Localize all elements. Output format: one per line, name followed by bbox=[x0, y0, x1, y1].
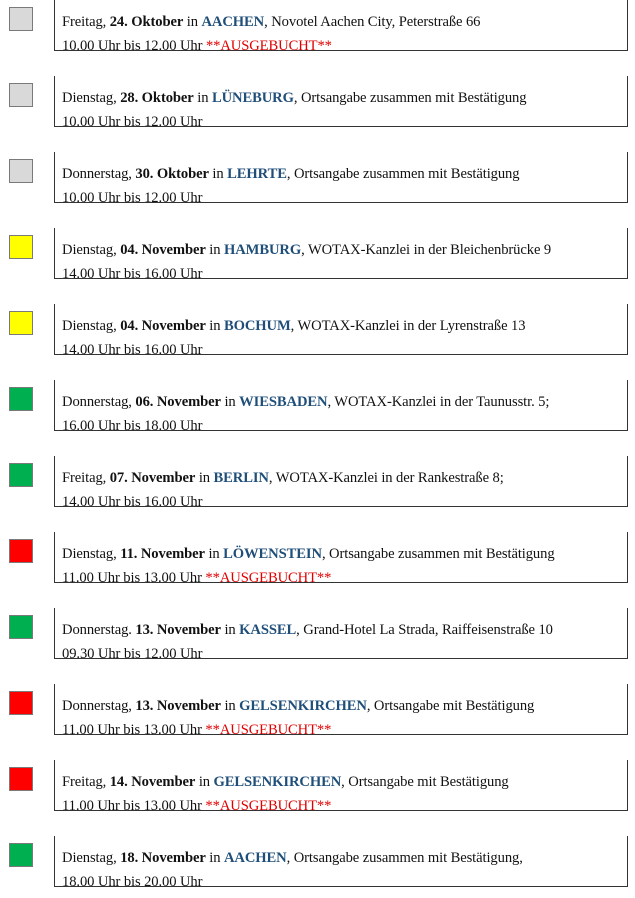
event-time: 14.00 Uhr bis 16.00 Uhr bbox=[62, 342, 203, 358]
event-city: BERLIN bbox=[213, 470, 269, 486]
event-box bbox=[54, 304, 628, 358]
event-date: 30. Oktober bbox=[135, 166, 209, 182]
event-weekday: Donnerstag, bbox=[62, 166, 136, 182]
event-time: 11.00 Uhr bis 13.00 Uhr bbox=[62, 570, 202, 586]
event-timeline bbox=[62, 342, 202, 359]
event-headline bbox=[62, 318, 525, 335]
booked-badge: **AUSGEBUCHT** bbox=[205, 722, 332, 738]
event-city: WIESBADEN bbox=[239, 394, 328, 410]
event-time: 10.00 Uhr bis 12.00 Uhr bbox=[62, 114, 203, 130]
event-headline bbox=[62, 394, 549, 411]
event-date: 04. November bbox=[120, 242, 206, 258]
status-marker bbox=[9, 539, 33, 563]
event-weekday: Donnerstag, bbox=[62, 394, 136, 410]
event-in: in bbox=[195, 470, 214, 486]
status-marker bbox=[9, 767, 33, 791]
event-headline bbox=[62, 850, 523, 867]
event-box bbox=[54, 152, 628, 206]
event-weekday: Dienstag, bbox=[62, 242, 121, 258]
booked-badge: **AUSGEBUCHT** bbox=[205, 38, 332, 54]
event-time: 10.00 Uhr bis 12.00 Uhr bbox=[62, 190, 203, 206]
event-weekday: Freitag, bbox=[62, 774, 110, 790]
event-box bbox=[54, 228, 628, 282]
event-in: in bbox=[204, 546, 224, 562]
event-location: , Ortsangabe zusammen mit Bestätigung bbox=[293, 90, 527, 106]
event-in: in bbox=[220, 622, 240, 638]
event-in: in bbox=[205, 242, 224, 258]
event-box bbox=[54, 684, 628, 738]
event-time: 09.30 Uhr bis 12.00 Uhr bbox=[62, 646, 203, 662]
event-date: 13. November bbox=[135, 698, 221, 714]
event-city: LÖWENSTEIN bbox=[223, 546, 322, 562]
event-city: HAMBURG bbox=[223, 242, 302, 258]
event-headline bbox=[62, 166, 519, 183]
event-city: AACHEN bbox=[201, 14, 265, 30]
event-row bbox=[0, 76, 635, 138]
event-location: , Ortsangabe zusammen mit Bestätigung bbox=[321, 546, 555, 562]
event-row bbox=[0, 532, 635, 594]
event-location: , WOTAX-Kanzlei in der Bleichenbrücke 9 bbox=[301, 242, 552, 258]
event-location: , WOTAX-Kanzlei in der Lyrenstraße 13 bbox=[290, 318, 526, 334]
event-date: 18. November bbox=[120, 850, 206, 866]
event-date: 06. November bbox=[135, 394, 221, 410]
event-row bbox=[0, 304, 635, 366]
event-timeline bbox=[62, 38, 332, 55]
event-box bbox=[54, 456, 628, 510]
event-weekday: Donnerstag. bbox=[62, 622, 136, 638]
event-timeline bbox=[62, 114, 202, 131]
event-date: 07. November bbox=[109, 470, 196, 486]
event-timeline bbox=[62, 646, 202, 663]
event-in: in bbox=[205, 318, 224, 334]
event-timeline bbox=[62, 570, 331, 587]
event-weekday: Donnerstag, bbox=[62, 698, 136, 714]
event-timeline bbox=[62, 722, 331, 739]
event-in: in bbox=[208, 166, 228, 182]
event-row bbox=[0, 836, 635, 898]
event-city: LÜNEBURG bbox=[211, 90, 294, 106]
event-weekday: Dienstag, bbox=[62, 90, 121, 106]
event-date: 28. Oktober bbox=[120, 90, 194, 106]
event-location: , WOTAX-Kanzlei in der Taunusstr. 5; bbox=[327, 394, 550, 410]
event-in: in bbox=[220, 698, 240, 714]
event-box bbox=[54, 608, 628, 662]
event-date: 04. November bbox=[120, 318, 206, 334]
event-box bbox=[54, 76, 628, 130]
event-headline bbox=[62, 622, 553, 639]
booked-badge: **AUSGEBUCHT** bbox=[205, 570, 332, 586]
event-weekday: Freitag, bbox=[62, 470, 110, 486]
event-row bbox=[0, 228, 635, 290]
event-location: , Ortsangabe zusammen mit Bestätigung, bbox=[286, 850, 523, 866]
event-city: AACHEN bbox=[223, 850, 287, 866]
status-marker bbox=[9, 843, 33, 867]
status-marker bbox=[9, 83, 33, 107]
event-timeline bbox=[62, 190, 202, 207]
booked-badge: **AUSGEBUCHT** bbox=[205, 798, 332, 814]
event-weekday: Dienstag, bbox=[62, 318, 121, 334]
event-in: in bbox=[195, 774, 214, 790]
event-date: 14. November bbox=[109, 774, 196, 790]
event-headline bbox=[62, 242, 551, 259]
event-headline bbox=[62, 470, 504, 487]
event-row bbox=[0, 760, 635, 822]
event-box bbox=[54, 760, 628, 814]
event-location: , Ortsangabe zusammen mit Bestätigung bbox=[286, 166, 520, 182]
status-marker bbox=[9, 311, 33, 335]
event-weekday: Dienstag, bbox=[62, 546, 121, 562]
event-box bbox=[54, 0, 628, 54]
event-time: 10.00 Uhr bis 12.00 Uhr bbox=[62, 38, 203, 54]
event-row bbox=[0, 608, 635, 670]
event-timeline bbox=[62, 494, 202, 511]
status-marker bbox=[9, 235, 33, 259]
event-in: in bbox=[183, 14, 202, 30]
event-time: 16.00 Uhr bis 18.00 Uhr bbox=[62, 418, 203, 434]
event-timeline bbox=[62, 266, 202, 283]
status-marker bbox=[9, 387, 33, 411]
event-row bbox=[0, 0, 635, 62]
event-location: , Novotel Aachen City, Peterstraße 66 bbox=[264, 14, 481, 30]
event-time: 14.00 Uhr bis 16.00 Uhr bbox=[62, 494, 203, 510]
event-location: , Ortsangabe mit Bestätigung bbox=[341, 774, 509, 790]
event-row bbox=[0, 456, 635, 518]
event-weekday: Freitag, bbox=[62, 14, 110, 30]
event-city: GELSENKIRCHEN bbox=[213, 774, 342, 790]
event-location: , Ortsangabe mit Bestätigung bbox=[366, 698, 535, 714]
event-city: KASSEL bbox=[239, 622, 297, 638]
event-headline bbox=[62, 774, 509, 791]
event-timeline bbox=[62, 798, 331, 815]
event-time: 18.00 Uhr bis 20.00 Uhr bbox=[62, 874, 203, 890]
event-date: 11. November bbox=[120, 546, 205, 562]
event-time: 11.00 Uhr bis 13.00 Uhr bbox=[62, 798, 202, 814]
event-headline bbox=[62, 90, 526, 107]
event-box bbox=[54, 532, 628, 586]
event-location: , WOTAX-Kanzlei in der Rankestraße 8; bbox=[268, 470, 504, 486]
status-marker bbox=[9, 159, 33, 183]
event-date: 13. November bbox=[135, 622, 221, 638]
status-marker bbox=[9, 463, 33, 487]
event-city: GELSENKIRCHEN bbox=[239, 698, 367, 714]
event-date: 24. Oktober bbox=[109, 14, 184, 30]
event-time: 11.00 Uhr bis 13.00 Uhr bbox=[62, 722, 202, 738]
event-timeline bbox=[62, 874, 202, 891]
status-marker bbox=[9, 7, 33, 31]
event-headline bbox=[62, 698, 534, 715]
event-city: LEHRTE bbox=[227, 166, 287, 182]
event-row bbox=[0, 152, 635, 214]
event-in: in bbox=[205, 850, 224, 866]
event-timeline bbox=[62, 418, 202, 435]
status-marker bbox=[9, 691, 33, 715]
status-marker bbox=[9, 615, 33, 639]
event-headline bbox=[62, 546, 555, 563]
event-time: 14.00 Uhr bis 16.00 Uhr bbox=[62, 266, 203, 282]
event-weekday: Dienstag, bbox=[62, 850, 121, 866]
event-location: , Grand-Hotel La Strada, Raiffeisenstraße 10 bbox=[296, 622, 553, 638]
event-box bbox=[54, 836, 628, 890]
event-in: in bbox=[220, 394, 240, 410]
event-row bbox=[0, 684, 635, 746]
event-row bbox=[0, 380, 635, 442]
event-box bbox=[54, 380, 628, 434]
event-headline bbox=[62, 14, 480, 31]
event-in: in bbox=[193, 90, 212, 106]
event-city: BOCHUM bbox=[223, 318, 291, 334]
